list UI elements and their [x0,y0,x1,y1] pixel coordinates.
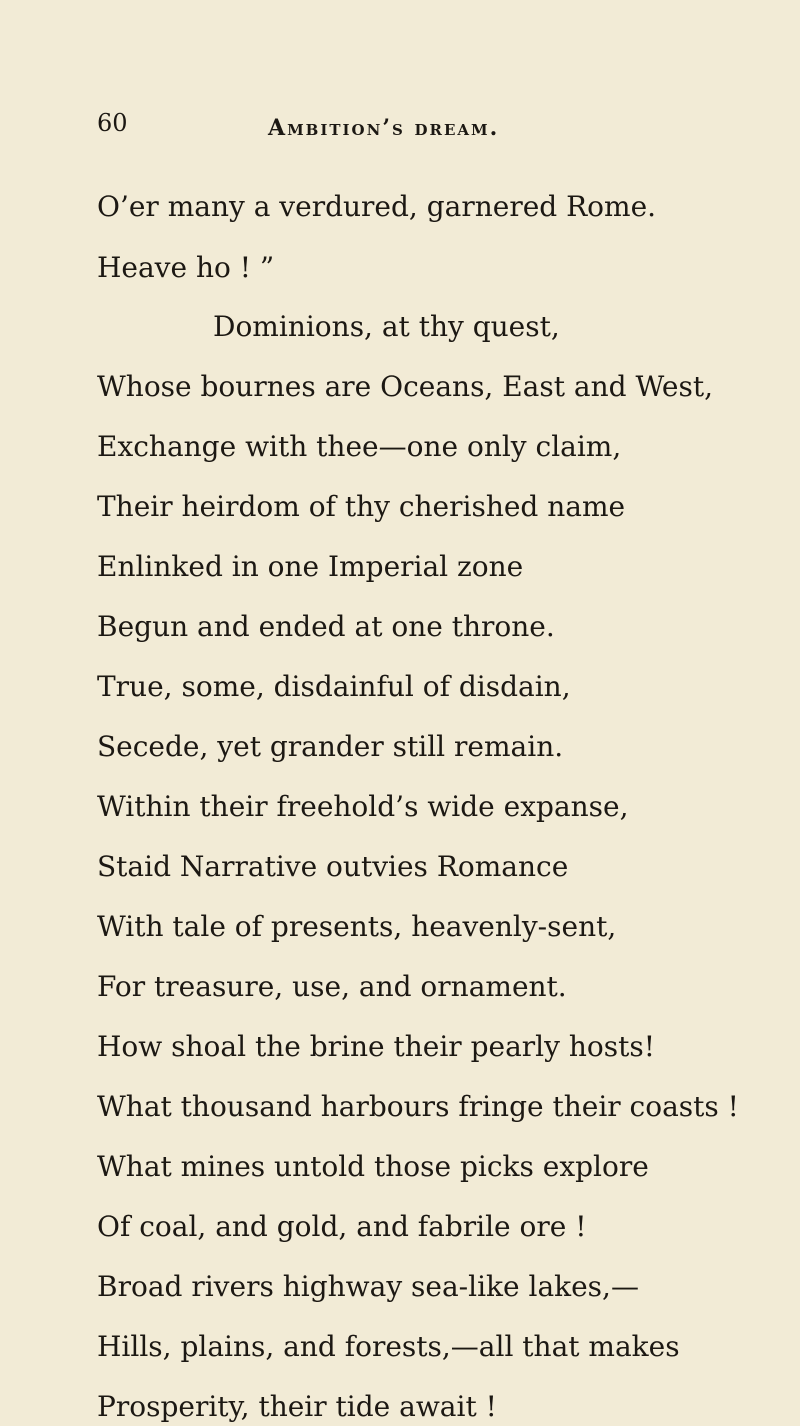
poem-line: Secede, yet grander still remain. [97,730,564,763]
poem-line: Their heirdom of thy cherished name [97,490,626,523]
poem-line: Prosperity, their tide await ! [97,1390,497,1423]
poem-line: What mines untold those picks explore [97,1150,649,1183]
poem-line: What thousand harbours fringe their coasts ! [97,1090,739,1123]
poem-line: Within their freehold’s wide expanse, [97,790,629,823]
poem-line: Whose bournes are Oceans, East and West, [97,370,714,403]
poem-line: Begun and ended at one throne. [97,610,555,643]
poem-line: For treasure, use, and ornament. [97,970,567,1003]
poem-line: With tale of presents, heavenly-sent, [97,910,617,943]
poem-line: Dominions, at thy quest, [213,310,560,343]
poem-line: Staid Narrative outvies Romance [97,850,569,883]
poem-line: Exchange with thee—one only claim, [97,430,622,463]
page-number: 60 [97,109,128,137]
poem-line: O’er many a verdured, garnered Rome. [97,190,657,223]
poem-line: True, some, disdainful of disdain, [97,670,571,703]
poem-line: Broad rivers highway sea-like lakes,— [97,1270,639,1303]
poem-line: How shoal the brine their pearly hosts! [97,1030,655,1063]
poem-line: Heave ho ! ” [97,251,275,284]
poem-line: Hills, plains, and forests,—all that makes [97,1330,680,1363]
running-head: ambition’s dream. [268,115,500,141]
poem-line: Of coal, and gold, and fabrile ore ! [97,1210,587,1243]
poem-line: Enlinked in one Imperial zone [97,550,524,583]
